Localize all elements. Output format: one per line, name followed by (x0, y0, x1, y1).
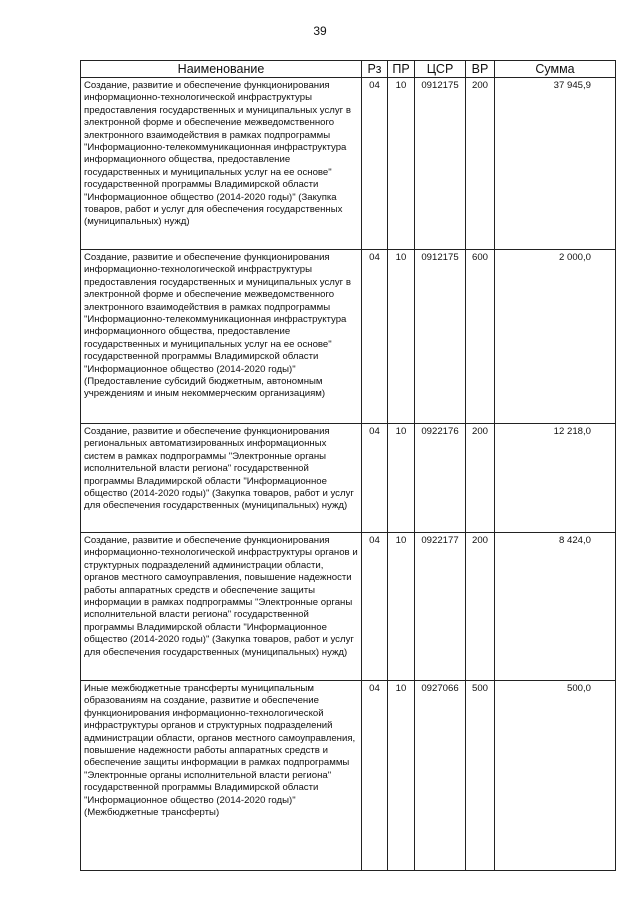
column-header-sum: Сумма (495, 61, 616, 78)
column-header-csr: ЦСР (415, 61, 466, 78)
row-rz-cell: 04 (362, 250, 388, 424)
row-name-cell: Иные межбюджетные трансферты муниципальным образованиям на создание, развитие и обеспечение функционирования информационно-технологической инфраструктуры органов и структурных подразделений администрации области, органов местного самоуправления, повышение надежности работы аппаратных средств и обеспечение защиты информации в рамках подпрограммы "Электронные органы исполнительной власти региона" государственной программы Владимирской области "Информационное общество (2014-2020 годы)" (Межбюджетные трансферты) (81, 681, 362, 871)
row-name-cell: Создание, развитие и обеспечение функционирования региональных автоматизированных информационных систем в рамках подпрограммы "Электронные органы исполнительной власти региона" государственной программы Владимирской области "Информационное общество (2014-2020 годы)" (Закупка товаров, работ и услуг для обеспечения государственных (муниципальных) нужд) (81, 424, 362, 533)
row-vr-cell: 600 (466, 250, 495, 424)
row-name-cell: Создание, развитие и обеспечение функционирования информационно-технологической инфраструктуры предоставления государственных и муниципальных услуг в электронной форме и обеспечение межведомственного электронного взаимодействия в рамках подпрограммы "Информационно-телекоммуникационная инфраструктура информационного общества, предоставление государственных и муниципальных услуг на ее основе" государственной программы Владимирской области "Информационное общество (2014-2020 годы)" (Закупка товаров, работ и услуг для обеспечения государственных (муниципальных) нужд) (81, 78, 362, 250)
column-header-rz: Рз (362, 61, 388, 78)
row-rz-cell: 04 (362, 78, 388, 250)
table-row (81, 250, 616, 424)
row-csr-cell: 0912175 (415, 78, 466, 250)
row-vr-cell: 500 (466, 681, 495, 871)
row-sum-cell: 37 945,9 (495, 78, 616, 250)
row-rz-cell: 04 (362, 681, 388, 871)
table-header-row (81, 61, 616, 78)
row-rz-cell: 04 (362, 424, 388, 533)
row-pr-cell: 10 (388, 250, 415, 424)
column-header-name: Наименование (81, 61, 362, 78)
row-pr-cell: 10 (388, 424, 415, 533)
row-vr-cell: 200 (466, 424, 495, 533)
table-row (81, 78, 616, 250)
row-rz-cell: 04 (362, 533, 388, 681)
column-header-pr: ПР (388, 61, 415, 78)
budget-table (80, 60, 616, 871)
column-header-vr: ВР (466, 61, 495, 78)
row-sum-cell: 500,0 (495, 681, 616, 871)
row-csr-cell: 0922176 (415, 424, 466, 533)
row-sum-cell: 8 424,0 (495, 533, 616, 681)
row-pr-cell: 10 (388, 78, 415, 250)
row-pr-cell: 10 (388, 533, 415, 681)
row-vr-cell: 200 (466, 78, 495, 250)
row-vr-cell: 200 (466, 533, 495, 681)
table-row (81, 681, 616, 871)
page-number: 39 (313, 24, 327, 38)
row-pr-cell: 10 (388, 681, 415, 871)
row-name-cell: Создание, развитие и обеспечение функционирования информационно-технологической инфраструктуры органов и структурных подразделений администрации области, органов местного самоуправления, повышение надежности работы аппаратных средств и обеспечение защиты информации в рамках подпрограммы "Электронные органы исполнительной власти региона" государственной программы Владимирской области "Информационное общество (2014-2020 годы)" (Закупка товаров, работ и услуг для обеспечения государственных (муниципальных) нужд) (81, 533, 362, 681)
row-csr-cell: 0927066 (415, 681, 466, 871)
table-row (81, 533, 616, 681)
table-row (81, 424, 616, 533)
row-sum-cell: 12 218,0 (495, 424, 616, 533)
row-sum-cell: 2 000,0 (495, 250, 616, 424)
row-name-cell: Создание, развитие и обеспечение функционирования информационно-технологической инфраструктуры предоставления государственных и муниципальных услуг в электронной форме и обеспечение межведомственного электронного взаимодействия в рамках подпрограммы "Информационно-телекоммуникационная инфраструктура информационного общества, предоставление государственных и муниципальных услуг на ее основе" государственной программы Владимирской области "Информационное общество (2014-2020 годы)" (Предоставление субсидий бюджетным, автономным учреждениям и иным некоммерческим организациям) (81, 250, 362, 424)
row-csr-cell: 0912175 (415, 250, 466, 424)
row-csr-cell: 0922177 (415, 533, 466, 681)
